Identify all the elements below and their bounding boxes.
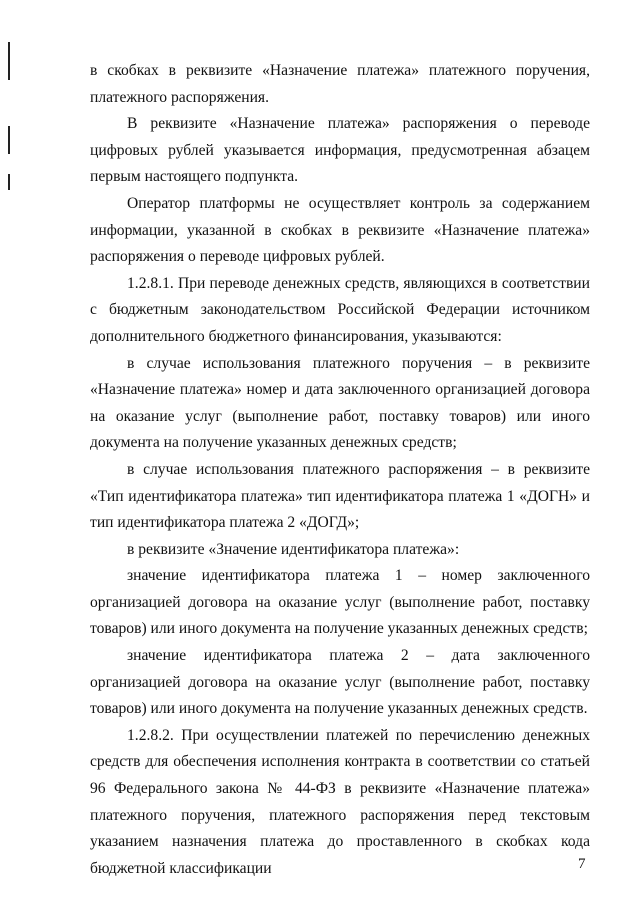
paragraph-digital-ruble-purpose: В реквизите «Назначение платежа» распоряжения о переводе цифровых рублей указывается информация, предусмотренная абзацем первым настоящего подпункта. (90, 115, 590, 186)
margin-mark-2 (8, 126, 10, 154)
page-number: 7 (578, 856, 586, 872)
paragraph-payment-instruction-case: в случае использования платежного распоряжения – в реквизите «Тип идентификатора платежа» тип идентификатора платежа 1 «ДОГН» и тип идентификатора платежа 2 «ДОГД»; (90, 460, 590, 532)
paragraph-identifier-2-value: значение идентификатора платежа 2 – дата заключенного организацией договора на оказание услуг (выполнение работ, поставку товаров) или иного документа на получение указанных денежных средств. (90, 647, 590, 718)
paragraph-1-2-8-2: 1.2.8.2. При осуществлении платежей по перечислению денежных средств для обеспечения исполнения контракта в соответствии со статьей 96 Федерального закона № 44-ФЗ в реквизите «Назначение платежа» платежного поручения, платежного распоряжения перед текстовым указанием назначения платежа до проставленного в скобках кода бюджетной классификации (90, 726, 590, 877)
paragraph-operator-control: Оператор платформы не осуществляет контроль за содержанием информации, указанной в скобках в реквизите «Назначение платежа» распоряжения о переводе цифровых рублей. (90, 194, 590, 266)
paragraph-continuation: в скобках в реквизите «Назначение платежа» платежного поручения, платежного распоряжения. (90, 62, 590, 106)
paragraph-identifier-1-value: значение идентификатора платежа 1 – номер заключенного организацией договора на оказание услуг (выполнение работ, поставку товаров) или иного документа на получение указанных денежных средств; (90, 567, 590, 638)
paragraph-identifier-value-heading: в реквизите «Значение идентификатора платежа»: (127, 540, 460, 558)
margin-mark-1 (8, 42, 10, 80)
paragraph-1-2-8-1: 1.2.8.1. При переводе денежных средств, являющихся в соответствии с бюджетным законодательством Российской Федерации источником дополнительного бюджетного финансирования, указываются: (90, 274, 590, 345)
paragraph-payment-order-case: в случае использования платежного поручения – в реквизите «Назначение платежа» номер и дата заключенного организацией договора на оказание услуг (выполнение работ, поставку товаров) или иного документа на получение указанных денежных средств; (90, 354, 590, 452)
body-text (90, 58, 590, 882)
margin-mark-3 (8, 174, 10, 190)
